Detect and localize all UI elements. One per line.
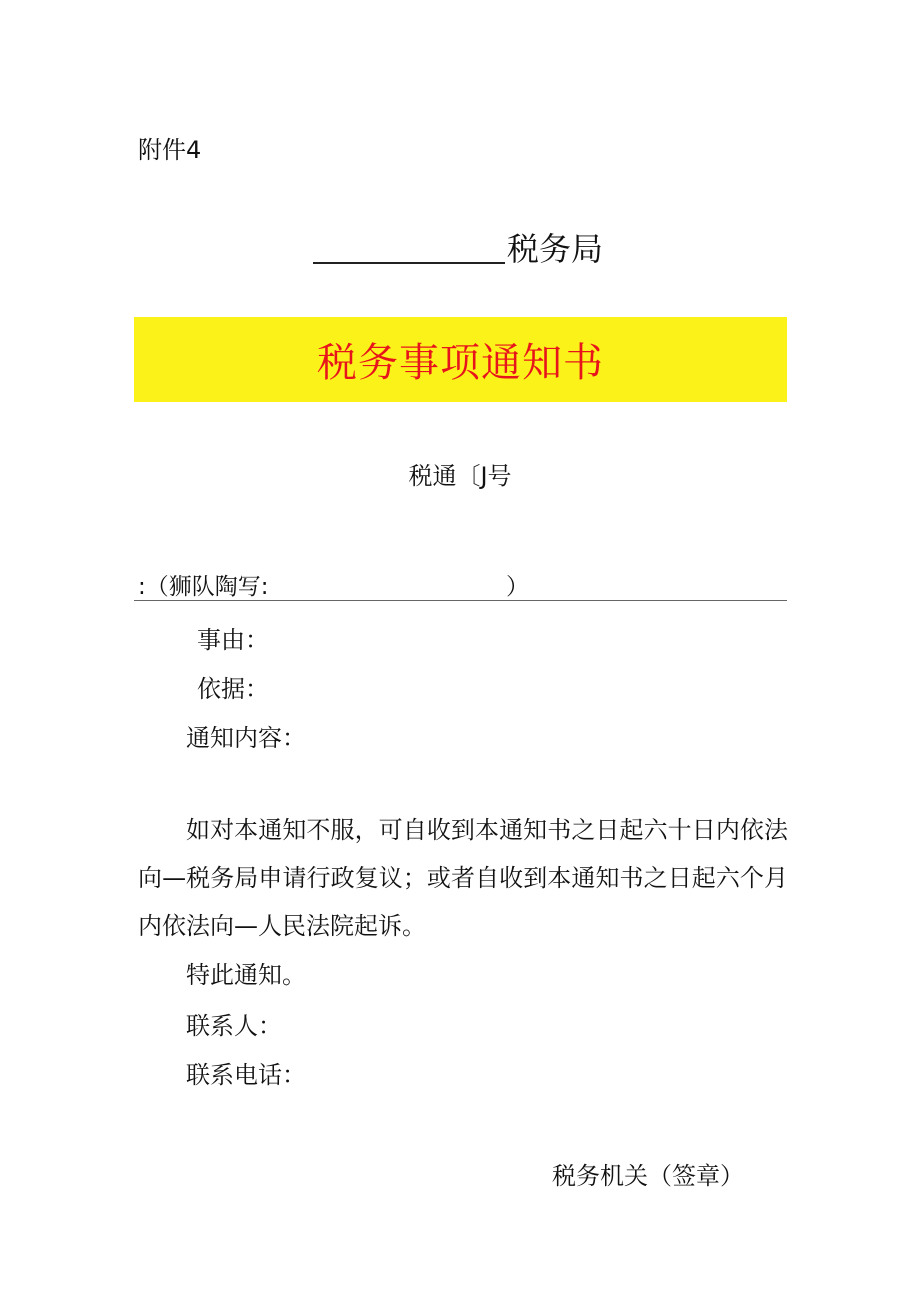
signature-seal-label: 税务机关（签章） bbox=[552, 1162, 744, 1190]
closing-text: 特此通知。 bbox=[186, 961, 306, 989]
contact-phone-label: 联系电话： bbox=[186, 1061, 306, 1089]
bureau-header bbox=[313, 224, 603, 270]
document-number: 税通〔J号 bbox=[408, 462, 512, 490]
basis-field-label: 依据： bbox=[197, 675, 269, 703]
reason-field-label: 事由： bbox=[197, 626, 269, 654]
bureau-suffix: 税务局 bbox=[507, 230, 604, 268]
recipient-label: :（狮队陶写: bbox=[138, 574, 269, 600]
bureau-name-blank bbox=[313, 262, 505, 264]
recipient-line bbox=[134, 566, 787, 601]
appeal-paragraph: 如对本通知不服，可自收到本通知书之日起六十日内依法向—税务局申请行政复议；或者自收到本通知书之日起六个月内依法向—人民法院起诉。 bbox=[138, 816, 788, 940]
attachment-label: 附件4 bbox=[138, 136, 202, 164]
contact-person-label: 联系人： bbox=[186, 1012, 282, 1040]
title-banner bbox=[134, 317, 787, 402]
document-title: 税务事项通知书 bbox=[317, 340, 604, 386]
recipient-close-paren: ） bbox=[506, 574, 529, 600]
content-field-label: 通知内容： bbox=[186, 724, 306, 752]
